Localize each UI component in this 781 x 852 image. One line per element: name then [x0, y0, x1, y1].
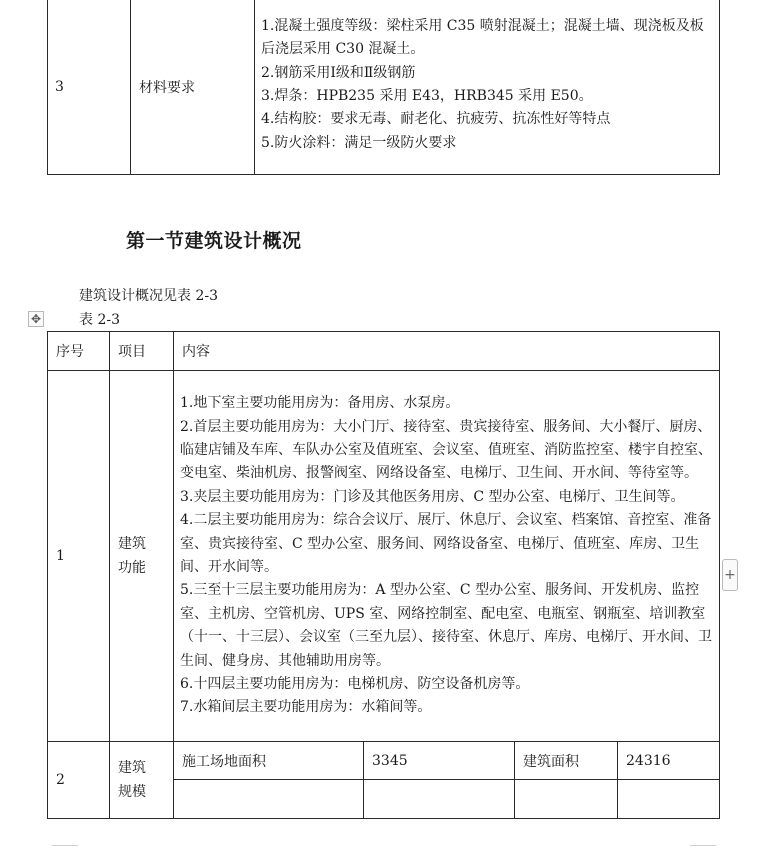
table-row [48, 742, 720, 780]
building-area-value-cell[interactable]: 24316 [618, 742, 720, 780]
section-heading[interactable]: 第一节建筑设计概况 [126, 230, 302, 252]
row-content-cell[interactable] [174, 371, 720, 742]
empty-cell[interactable] [515, 780, 618, 819]
add-column-button[interactable]: + [722, 559, 738, 591]
building-area-label-cell[interactable]: 建筑面积 [515, 742, 618, 780]
item-label-line: 规模 [118, 784, 146, 800]
content-line: 1.混凝土强度等级：梁柱采用 C35 喷射混凝土；混凝土墙、现浇板及板后浇层采用 C30 混凝土。 [261, 17, 704, 58]
content-line: 1.地下室主要功能用房为：备用房、水泵房。 [180, 395, 460, 412]
site-area-value-cell[interactable]: 3345 [364, 742, 515, 780]
site-area-label-cell[interactable]: 施工场地面积 [174, 742, 364, 780]
empty-cell[interactable] [618, 780, 720, 819]
content-line: 5.防火涂料：满足一级防火要求 [261, 134, 457, 151]
empty-cell[interactable] [174, 780, 364, 819]
row-number-cell[interactable]: 2 [48, 742, 110, 819]
item-label-line: 建筑 [118, 536, 146, 552]
row-content-cell[interactable] [255, 0, 720, 175]
empty-cell[interactable] [364, 780, 515, 819]
table-caption[interactable]: 表 2-3 [79, 312, 120, 328]
item-label-line: 功能 [118, 560, 146, 576]
header-cell-content[interactable]: 内容 [174, 332, 720, 371]
building-design-table [47, 331, 720, 819]
header-cell-number[interactable]: 序号 [48, 332, 110, 371]
item-label-line: 建筑 [118, 760, 146, 776]
content-line: 3.焊条：HPB235 采用 E43，HRB345 采用 E50。 [261, 88, 593, 104]
row-item-cell[interactable] [110, 371, 174, 742]
content-line: 7.水箱间层主要功能用房为：水箱间等。 [180, 699, 432, 716]
row-item-cell[interactable]: 材料要求 [131, 0, 255, 175]
table-header-row [48, 332, 720, 371]
content-line: 5.三至十三层主要功能用房为：A 型办公室、C 型办公室、服务间、开发机房、监控室、主机房、空管机房、UPS 室、网络控制室、配电室、电瓶室、钢瓶室、培训教室（十一、十三层）、会议室（三至九层）、接待室、休息厅、库房、电梯厅、开水间、卫生间、健身房、其他辅助用房等。 [180, 582, 712, 669]
content-line: 4.二层主要功能用房为：综合会议厅、展厅、休息厅、会议室、档案馆、音控室、准备室、贵宾接待室、C 型办公室、服务间、网络设备室、电梯厅、值班室、库房、卫生间、开水间等。 [180, 512, 712, 575]
table-move-handle-icon[interactable]: ✥ [28, 311, 44, 327]
content-line: 2.首层主要功能用房为：大小门厅、接待室、贵宾接待室、服务间、大小餐厅、厨房、临建店铺及车库、车队办公室及值班室、会议室、值班室、消防监控室、楼宇自控室、变电室、柴油机房、报警阀室、网络设备室、电梯厅、卫生间、开水间、等待室等。 [180, 418, 712, 482]
row-item-cell[interactable] [110, 742, 174, 819]
row-number-cell[interactable]: 3 [48, 0, 131, 175]
material-requirements-table [47, 0, 720, 175]
content-line: 2.钢筋采用Ⅰ级和Ⅱ级钢筋 [261, 64, 416, 81]
row-number-cell[interactable]: 1 [48, 371, 110, 742]
content-line: 3.夹层主要功能用房为：门诊及其他医务用房、C 型办公室、电梯厅、卫生间等。 [180, 488, 685, 505]
intro-paragraph[interactable]: 建筑设计概况见表 2-3 [79, 288, 218, 304]
table-row [48, 0, 720, 175]
content-line: 4.结构胶：要求无毒、耐老化、抗疲劳、抗冻性好等特点 [261, 111, 611, 128]
header-cell-item[interactable]: 项目 [110, 332, 174, 371]
table-row [48, 371, 720, 742]
content-line: 6.十四层主要功能用房为：电梯机房、防空设备机房等。 [180, 676, 530, 693]
